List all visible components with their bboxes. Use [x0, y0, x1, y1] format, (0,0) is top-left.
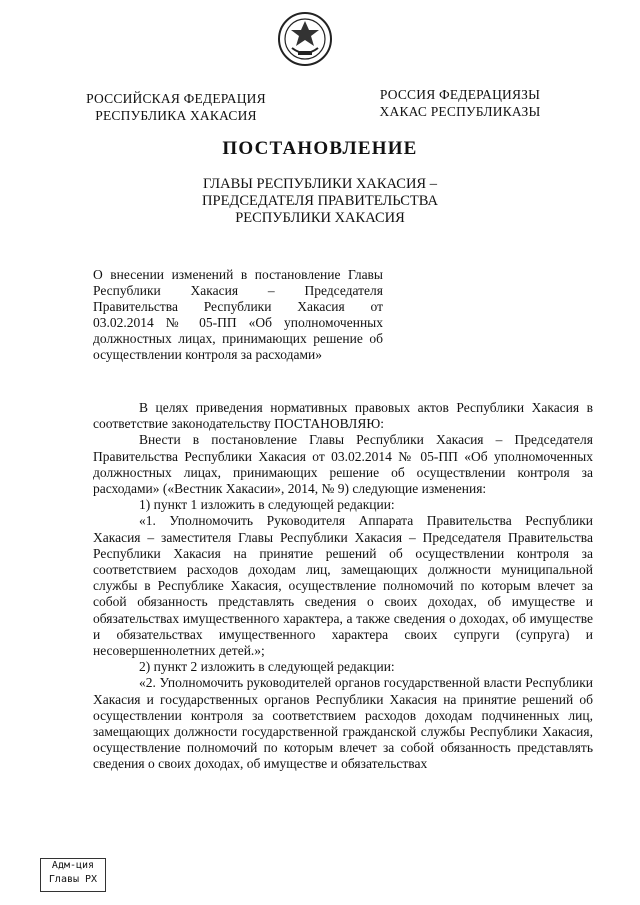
subject-line: осуществлении контроля за расходами»: [93, 347, 323, 362]
subtitle-line-2: ПРЕДСЕДАТЕЛЯ ПРАВИТЕЛЬСТВА: [202, 193, 438, 209]
subject-line: Правительства Республики Хакасия от: [93, 299, 383, 314]
stamp-line-1: Адм-ция: [51, 860, 95, 871]
document-title: ПОСТАНОВЛЕНИЕ: [222, 138, 418, 159]
document-subtitle: [0, 176, 640, 227]
header-right-line-2: ХАКАС РЕСПУБЛИКАЗЫ: [379, 104, 541, 119]
subject-line: 03.02.2014 № 05-ПП «Об уполномоченных: [93, 315, 383, 330]
subject-line: должностных лицах, принимающих решение об: [93, 331, 383, 346]
header-left-line-1: РОССИЙСКАЯ ФЕДЕРАЦИЯ: [86, 91, 266, 106]
subject-line: Республики Хакасия – Председателя: [93, 283, 383, 298]
header-left-line-2: РЕСПУБЛИКА ХАКАСИЯ: [95, 108, 257, 123]
subtitle-line-1: ГЛАВЫ РЕСПУБЛИКИ ХАКАСИЯ –: [203, 176, 437, 192]
body-paragraph: 1) пункт 1 изложить в следующей редакции:: [139, 497, 395, 513]
body-paragraph: В целях приведения нормативных правовых актов Республики Хакасия в соответствие законодательству ПОСТАНОВЛЯЮ:: [93, 400, 593, 432]
body-paragraph: Внести в постановление Главы Республики Хакасия – Председателя Правительства Республики Хакасия от 03.02.2014 № 05-ПП «Об уполномоченных должностных лицах, принимающих решение об осуществлении контроля за расходами» («Вестник Хакасии», 2014, № 9) следующие изменения:: [93, 432, 593, 497]
registration-stamp: [40, 858, 106, 892]
header-right-line-1: РОССИЯ ФЕДЕРАЦИЯЗЫ: [379, 87, 541, 102]
body-paragraph: «2. Уполномочить руководителей органов государственной власти Республики Хакасия и государственных органов Республики Хакасия на принятие решений об осуществлении контроля за соответствием расходов доходам подчиненных лиц, замещающих должности государственной гражданской службы Республики Хакасия, осуществление полномочий по которым влечет за собой обязанность представлять сведения о своих доходах, об имуществе и обязательствах: [93, 675, 593, 772]
body-paragraph: «1. Уполномочить Руководителя Аппарата Правительства Республики Хакасия – заместителя Главы Республики Хакасия – Председателя Правительства Республики Хакасия на принятие решений об осуществлении контроля за соответствием расходов доходам лиц, замещающих должности муниципальной службы в Республике Хакасия, осуществление полномочий по которым влечет за собой обязанность представлять сведения о своих доходах, об имуществе и обязательствах имущественного характера, а также сведения о доходах, об имуществе и обязательствах имущественного характера своих супруги (супруга) и несовершеннолетних детей.»;: [93, 513, 593, 659]
header-left: [76, 90, 276, 124]
coat-of-arms-emblem: [276, 10, 334, 68]
document-subject: [93, 267, 383, 363]
subtitle-line-3: РЕСПУБЛИКИ ХАКАСИЯ: [235, 210, 405, 226]
body-paragraph: 2) пункт 2 изложить в следующей редакции:: [139, 659, 395, 675]
header-right: [360, 86, 560, 120]
stamp-line-2: Главы РХ: [48, 874, 98, 885]
subject-line: О внесении изменений в постановление Главы: [93, 267, 383, 282]
document-body: [93, 400, 593, 773]
